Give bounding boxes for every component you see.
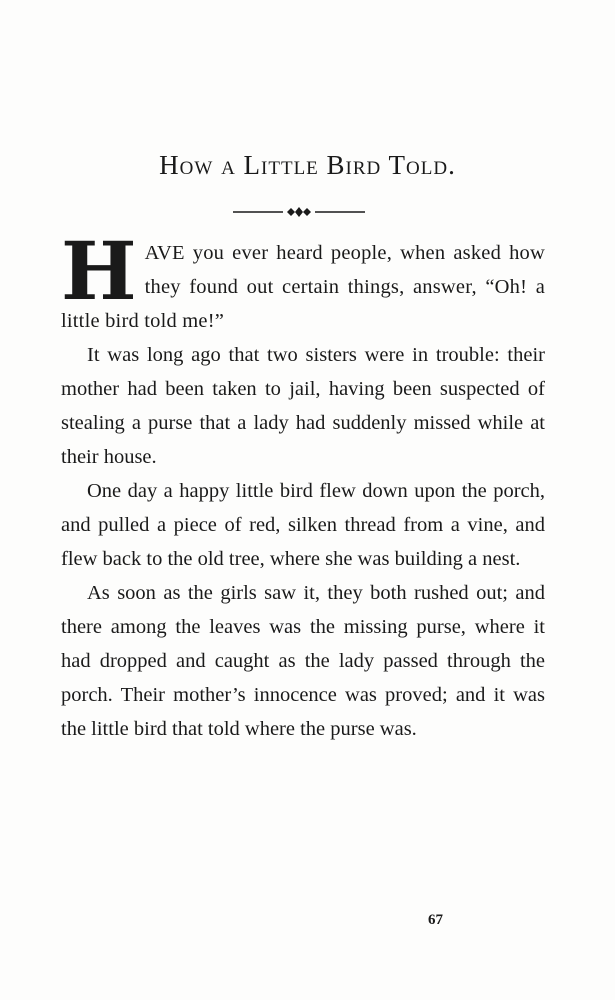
story-text xyxy=(61,224,545,746)
paragraph-4: As soon as the girls saw it, they both rushed out; and there among the leaves was the missing purse, where it had dropped and caught as the lady passed through the porch. Their mother’s innocence was proved; and it was the little bird that told where the purse was. xyxy=(61,582,545,740)
story-title: How a Little Bird Told. xyxy=(159,150,456,180)
paragraph-1 xyxy=(61,224,545,338)
paragraph-2: It was long ago that two sisters were in trouble: their mother had been taken to jail, having been suspected of stealing a purse that a lady had suddenly missed while at their house. xyxy=(61,344,545,468)
drop-cap-letter: H xyxy=(61,224,137,318)
paragraph-3: One day a happy little bird flew down upon the porch, and pulled a piece of red, silken thread from a vine, and flew back to the old tree, where she was building a nest. xyxy=(61,480,545,570)
title-ornament-divider xyxy=(233,200,365,224)
page-number: 67 xyxy=(428,912,443,928)
paragraph-1-text: AVE you ever heard people, when asked how they found out certain things, answer, “Oh! a little bird told me!” xyxy=(61,242,545,332)
